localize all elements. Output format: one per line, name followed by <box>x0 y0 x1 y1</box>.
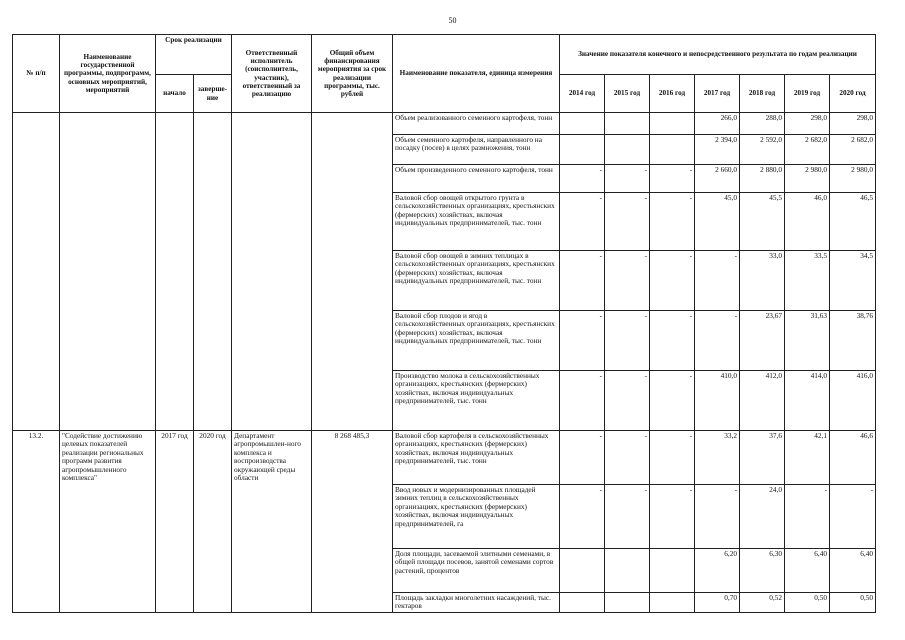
empty-cell <box>194 113 232 431</box>
indicator-value: 2 980,0 <box>785 165 830 193</box>
indicator-value <box>605 549 650 593</box>
header-year: 2017 год <box>695 75 740 113</box>
indicator-value <box>605 113 650 135</box>
indicator-value <box>605 593 650 613</box>
indicator-value: - <box>605 193 650 251</box>
indicator-value: 412,0 <box>740 371 785 431</box>
indicator-value: 6,40 <box>785 549 830 593</box>
indicator-value: - <box>650 251 695 311</box>
funding-total: 8 268 485,3 <box>312 431 393 613</box>
indicator-value <box>560 593 605 613</box>
table-row <box>13 113 876 135</box>
indicator-value: 2 980,0 <box>830 165 876 193</box>
indicator-value: 6,30 <box>740 549 785 593</box>
indicator-value: 2 660,0 <box>695 165 740 193</box>
indicator-value: 37,6 <box>740 431 785 485</box>
header-year: 2019 год <box>785 75 830 113</box>
indicator-value: 24,0 <box>740 485 785 549</box>
indicator-value: 46,5 <box>830 193 876 251</box>
indicator-value: 298,0 <box>830 113 876 135</box>
indicator-value: 23,67 <box>740 311 785 371</box>
indicator-value: - <box>560 193 605 251</box>
indicator-value: 6,40 <box>830 549 876 593</box>
indicator-value: 0,50 <box>830 593 876 613</box>
indicator-name: Валовой сбор картофеля в сельскохозяйственных организациях, крестьянских (фермерских) хозяйствах, включая индивидуальных предпринимателей, тыс. тонн <box>393 431 560 485</box>
header-indicator: Наименование показателя, единица измерения <box>393 35 560 113</box>
indicator-value: 45,0 <box>695 193 740 251</box>
indicator-name: Объем произведенного семенного картофеля, тонн <box>393 165 560 193</box>
program-table <box>12 34 876 613</box>
indicator-value: - <box>650 165 695 193</box>
header-executor: Ответственный исполнитель (соисполнитель, участник), ответственный за реализацию <box>232 35 312 113</box>
header-period: Срок реализации <box>156 35 232 75</box>
indicator-value: - <box>650 311 695 371</box>
indicator-value: - <box>560 165 605 193</box>
indicator-value: 42,1 <box>785 431 830 485</box>
indicator-name: Доля площади, засеваемой элитными семенами, в общей площади посевов, занятой семенами сортов растений, процентов <box>393 549 560 593</box>
indicator-value: 2 394,0 <box>695 135 740 165</box>
indicator-value: 45,5 <box>740 193 785 251</box>
indicator-value: 0,52 <box>740 593 785 613</box>
page-number: 50 <box>448 16 457 25</box>
empty-cell <box>13 113 60 431</box>
indicator-value <box>560 113 605 135</box>
indicator-value: 34,5 <box>830 251 876 311</box>
indicator-name: Валовой сбор овощей открытого грунта в сельскохозяйственных организациях, крестьянских (фермерских) хозяйствах, включая индивидуальных предпринимателей, тыс. тонн <box>393 193 560 251</box>
end-year: 2020 год <box>194 431 232 613</box>
header-program: Наименование государственной программы, подпрограмм, основных мероприятий, мероприятий <box>60 35 156 113</box>
indicator-value: 2 880,0 <box>740 165 785 193</box>
indicator-value: - <box>695 485 740 549</box>
indicator-value: - <box>695 251 740 311</box>
header-funding: Общий объем финансирования мероприятия за срок реализации программы, тыс. рублей <box>312 35 393 113</box>
indicator-value: 2 682,0 <box>830 135 876 165</box>
indicator-value: 38,76 <box>830 311 876 371</box>
indicator-name: Валовой сбор плодов и ягод в сельскохозяйственных организациях, крестьянских (фермерских) хозяйствах, включая индивидуальных предпринимателей, тыс. тонн <box>393 311 560 371</box>
empty-cell <box>60 113 156 431</box>
indicator-value <box>650 549 695 593</box>
header-start: начало <box>156 75 194 113</box>
program-name: "Содействие достижению целевых показателей реализации региональных программ развития агропромышленного комплекса" <box>60 431 156 613</box>
header-results: Значение показателя конечного и непосредственного результата по годам реализации <box>560 35 876 75</box>
indicator-value: 288,0 <box>740 113 785 135</box>
indicator-value: - <box>785 485 830 549</box>
indicator-name: Площадь закладки многолетних насаждений, тыс. гектаров <box>393 593 560 613</box>
empty-cell <box>312 113 393 431</box>
row-number: 13.2. <box>13 431 60 613</box>
start-year: 2017 год <box>156 431 194 613</box>
indicator-value <box>650 593 695 613</box>
indicator-value: - <box>695 311 740 371</box>
indicator-value: - <box>605 485 650 549</box>
indicator-value: - <box>560 311 605 371</box>
indicator-value: 33,0 <box>740 251 785 311</box>
indicator-value: 6,20 <box>695 549 740 593</box>
indicator-value: - <box>560 485 605 549</box>
indicator-value: 46,6 <box>830 431 876 485</box>
indicator-value: - <box>650 485 695 549</box>
indicator-value: - <box>560 371 605 431</box>
indicator-value: 46,0 <box>785 193 830 251</box>
header-no: № п/п <box>13 35 60 113</box>
indicator-value: 33,2 <box>695 431 740 485</box>
indicator-value: - <box>560 431 605 485</box>
indicator-value: - <box>650 371 695 431</box>
indicator-value: 0,70 <box>695 593 740 613</box>
indicator-value: - <box>650 431 695 485</box>
indicator-value: - <box>830 485 876 549</box>
header-year: 2014 год <box>560 75 605 113</box>
indicator-value: 31,63 <box>785 311 830 371</box>
indicator-value: - <box>605 431 650 485</box>
indicator-value: 266,0 <box>695 113 740 135</box>
header-year: 2018 год <box>740 75 785 113</box>
indicator-value: 414,0 <box>785 371 830 431</box>
indicator-value <box>560 549 605 593</box>
indicator-value: - <box>605 371 650 431</box>
header-year: 2020 год <box>830 75 876 113</box>
indicator-value <box>560 135 605 165</box>
indicator-value: 410,0 <box>695 371 740 431</box>
indicator-value <box>650 113 695 135</box>
header-year: 2016 год <box>650 75 695 113</box>
indicator-value: 298,0 <box>785 113 830 135</box>
indicator-value: 2 592,0 <box>740 135 785 165</box>
indicator-value: 33,5 <box>785 251 830 311</box>
table-row <box>13 431 876 485</box>
header-year: 2015 год <box>605 75 650 113</box>
indicator-name: Объем реализованного семенного картофеля, тонн <box>393 113 560 135</box>
indicator-value: - <box>560 251 605 311</box>
indicator-value <box>650 135 695 165</box>
empty-cell <box>156 113 194 431</box>
indicator-value: - <box>605 165 650 193</box>
header-end: заверше-ние <box>194 75 232 113</box>
indicator-name: Валовой сбор овощей в зимних теплицах в сельскохозяйственных организациях, крестьянских (фермерских) хозяйствах, включая индивидуальных предпринимателей, тыс. тонн <box>393 251 560 311</box>
indicator-name: Ввод новых и модернизированных площадей зимних теплиц в сельскохозяйственных организациях, крестьянских (фермерских) хозяйствах, включая индивидуальных предпринимателей, га <box>393 485 560 549</box>
indicator-value <box>605 135 650 165</box>
indicator-value: 416,0 <box>830 371 876 431</box>
indicator-name: Объем семенного картофеля, направленного на посадку (посев) в целях размножения, тонн <box>393 135 560 165</box>
indicator-name: Производство молока в сельскохозяйственных организациях, крестьянских (фермерских) хозяйствах, включая индивидуальных предпринимателей, тыс. тонн <box>393 371 560 431</box>
indicator-value: - <box>650 193 695 251</box>
indicator-value: - <box>605 311 650 371</box>
executor: Департамент агропромышлен-ного комплекса и воспроизводства окружающей среды области <box>232 431 312 613</box>
empty-cell <box>232 113 312 431</box>
indicator-value: - <box>605 251 650 311</box>
indicator-value: 0,50 <box>785 593 830 613</box>
indicator-value: 2 682,0 <box>785 135 830 165</box>
